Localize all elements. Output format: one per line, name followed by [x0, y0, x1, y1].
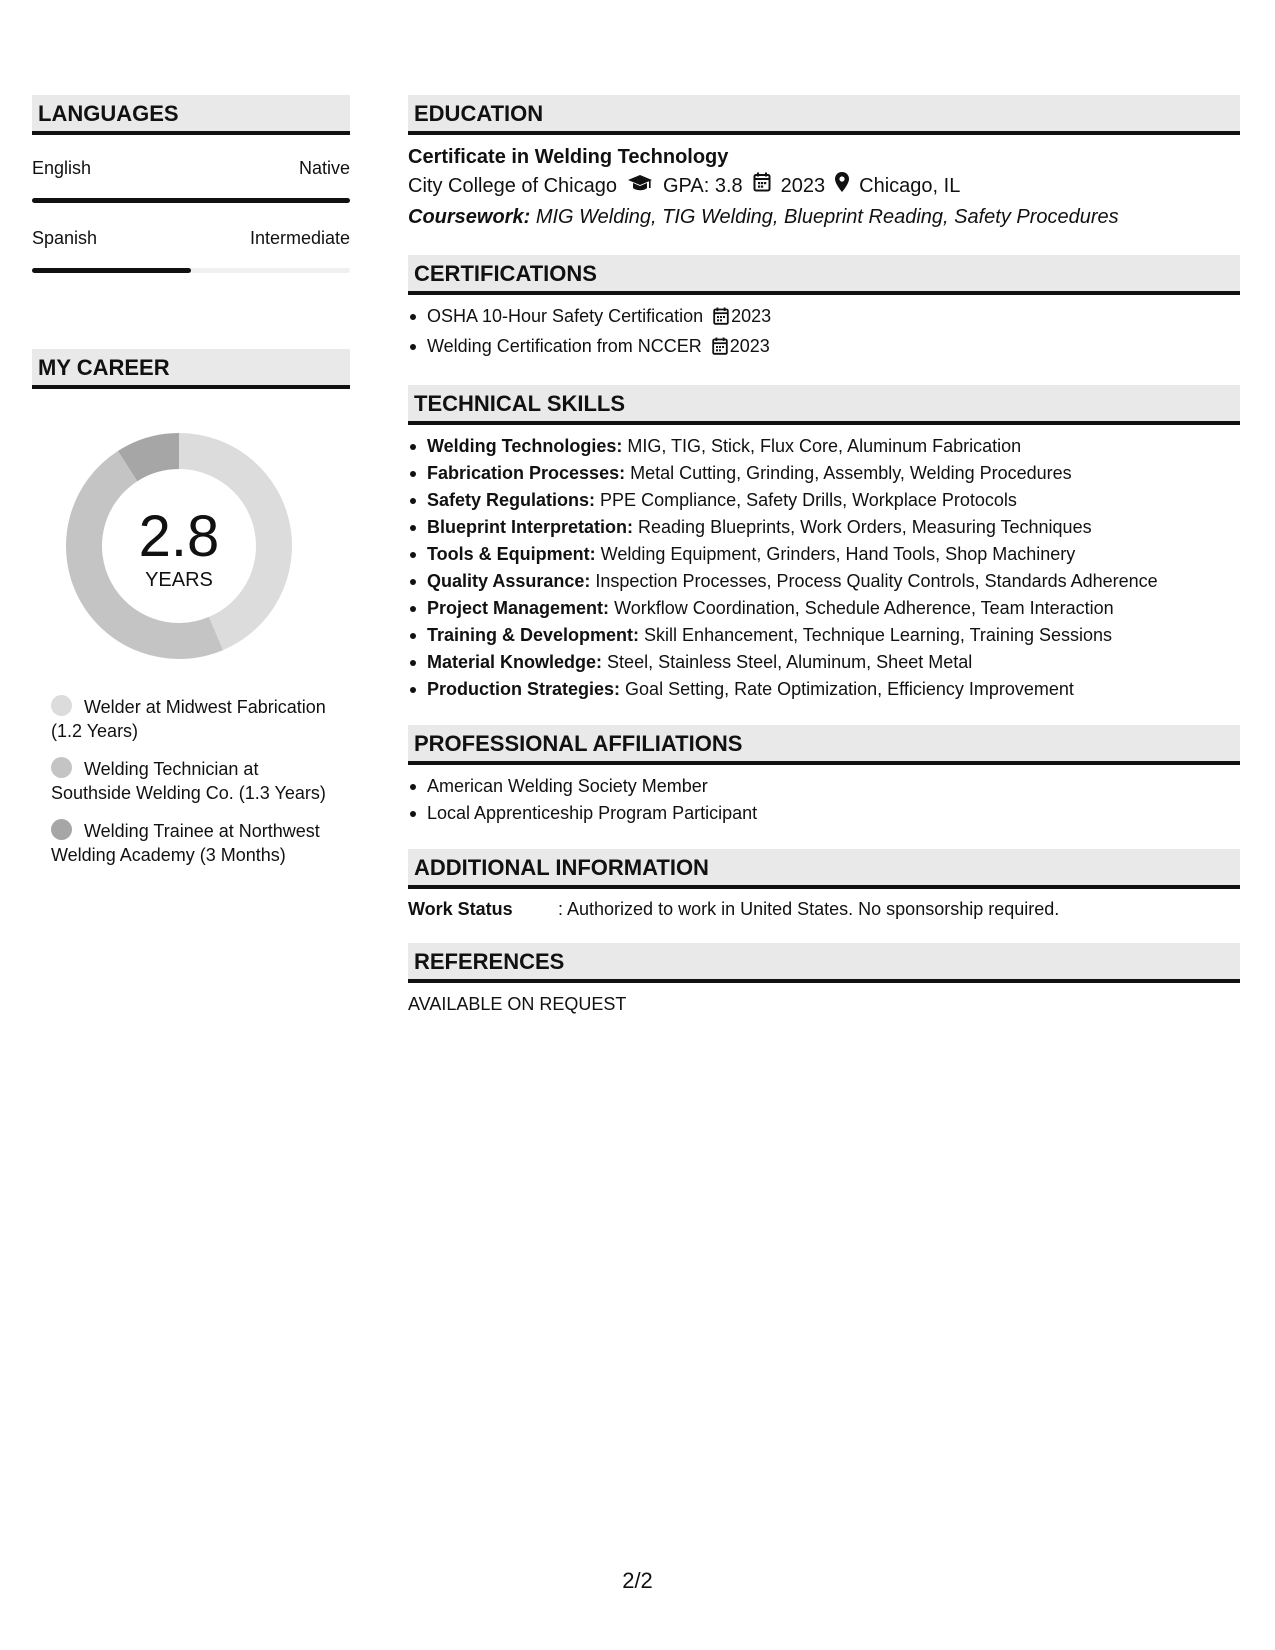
skill-value: Inspection Processes, Process Quality Controls, Standards Adherence: [595, 571, 1158, 591]
skill-value: Skill Enhancement, Technique Learning, Training Sessions: [644, 625, 1113, 645]
legend-label: Welding Trainee at Northwest Welding Academy (3 Months): [51, 821, 320, 865]
additional-info-heading: ADDITIONAL INFORMATION: [408, 849, 1240, 889]
coursework-label: Coursework:: [408, 206, 531, 228]
certifications-heading: CERTIFICATIONS: [408, 255, 1240, 295]
education-entry: [408, 143, 1240, 233]
legend-label: Welder at Midwest Fabrication (1.2 Years): [51, 697, 326, 741]
career-heading: MY CAREER: [32, 349, 350, 389]
skill-value: MIG, TIG, Stick, Flux Core, Aluminum Fabrication: [627, 436, 1022, 456]
page-number: 2/2: [622, 1568, 653, 1593]
coursework: [408, 201, 1240, 233]
language-name: English: [32, 158, 92, 178]
right-column: [408, 95, 1240, 1016]
career-years-unit: YEARS: [145, 569, 213, 591]
certification-year: 2023: [731, 306, 772, 326]
coursework-list: MIG Welding, TIG Welding, Blueprint Reading, Safety Procedures: [535, 206, 1119, 228]
skill-item: [408, 568, 1240, 595]
skills-list: [408, 433, 1240, 703]
skill-label: Safety Regulations:: [427, 490, 596, 510]
education-details: [408, 171, 1240, 201]
language-item-spanish: [32, 227, 350, 273]
language-proficiency-bar: [32, 268, 350, 273]
language-proficiency-fill: [32, 268, 191, 273]
skill-label: Project Management:: [427, 598, 610, 618]
skill-item: [408, 649, 1240, 676]
language-level: Native: [298, 158, 350, 178]
references-text: AVAILABLE ON REQUEST: [408, 994, 627, 1014]
skill-label: Production Strategies:: [427, 679, 621, 699]
skill-item: [408, 622, 1240, 649]
career-total-years: 2.8: [138, 504, 220, 569]
affiliations-list: [408, 773, 1240, 827]
skill-label: Training & Development:: [427, 625, 640, 645]
skill-item: [408, 514, 1240, 541]
career-legend: [51, 695, 333, 867]
skill-item: [408, 433, 1240, 460]
school-location: Chicago, IL: [859, 175, 961, 197]
affiliations-heading: PROFESSIONAL AFFILIATIONS: [408, 725, 1240, 765]
references-heading: REFERENCES: [408, 943, 1240, 983]
legend-item: [51, 695, 333, 743]
graduation-cap-icon: [627, 171, 653, 201]
technical-skills-heading: TECHNICAL SKILLS: [408, 385, 1240, 425]
calendar-icon: [753, 171, 771, 201]
skill-item: [408, 676, 1240, 703]
left-column: [32, 95, 350, 881]
work-status-key: Work Status: [408, 899, 513, 919]
affiliation-item: Local Apprenticeship Program Participant: [408, 800, 1240, 827]
language-name: Spanish: [32, 228, 98, 248]
career-donut-chart: [66, 433, 292, 659]
legend-label: Welding Technician at Southside Welding Co. (1.3 Years): [51, 759, 326, 803]
skill-value: PPE Compliance, Safety Drills, Workplace Protocols: [600, 490, 1017, 510]
legend-item: [51, 819, 333, 867]
skill-item: [408, 541, 1240, 568]
language-proficiency-fill: [32, 198, 350, 203]
affiliation-item: American Welding Society Member: [408, 773, 1240, 800]
skill-label: Fabrication Processes:: [427, 463, 626, 483]
legend-item: [51, 757, 333, 805]
legend-swatch: [51, 695, 72, 716]
language-item-english: [32, 157, 350, 203]
languages-heading: LANGUAGES: [32, 95, 350, 135]
skill-item: [408, 487, 1240, 514]
education-heading: EDUCATION: [408, 95, 1240, 135]
language-proficiency-bar: [32, 198, 350, 203]
school-name: City College of Chicago: [408, 175, 617, 197]
graduation-year: 2023: [780, 175, 826, 197]
skill-value: Welding Equipment, Grinders, Hand Tools, Shop Machinery: [600, 544, 1076, 564]
certifications-list: [408, 303, 1240, 363]
degree-title: Certificate in Welding Technology: [408, 146, 729, 168]
calendar-icon: [712, 336, 728, 363]
skill-value: Reading Blueprints, Work Orders, Measuring Techniques: [638, 517, 1092, 537]
skill-value: Steel, Stainless Steel, Aluminum, Sheet Metal: [607, 652, 973, 672]
skill-value: Workflow Coordination, Schedule Adherence, Team Interaction: [614, 598, 1114, 618]
legend-swatch: [51, 757, 72, 778]
skill-label: Material Knowledge:: [427, 652, 603, 672]
location-pin-icon: [835, 171, 849, 201]
skill-label: Blueprint Interpretation:: [427, 517, 633, 537]
skill-label: Quality Assurance:: [427, 571, 591, 591]
work-status-row: [408, 897, 1240, 921]
certification-name: OSHA 10-Hour Safety Certification: [427, 306, 704, 326]
skill-value: Metal Cutting, Grinding, Assembly, Welding Procedures: [630, 463, 1072, 483]
donut-center: [66, 433, 292, 659]
skill-label: Welding Technologies:: [427, 436, 623, 456]
gpa: GPA: 3.8: [663, 175, 743, 197]
work-status-value: : Authorized to work in United States. No sponsorship required.: [558, 899, 1060, 919]
language-level: Intermediate: [249, 228, 350, 248]
calendar-icon: [713, 306, 729, 333]
certification-year: 2023: [729, 336, 770, 356]
skill-item: [408, 595, 1240, 622]
certification-item: [408, 303, 1240, 333]
certification-item: [408, 333, 1240, 363]
certification-name: Welding Certification from NCCER: [427, 336, 702, 356]
skill-item: [408, 460, 1240, 487]
skill-label: Tools & Equipment:: [427, 544, 596, 564]
skill-value: Goal Setting, Rate Optimization, Efficiency Improvement: [625, 679, 1074, 699]
legend-swatch: [51, 819, 72, 840]
